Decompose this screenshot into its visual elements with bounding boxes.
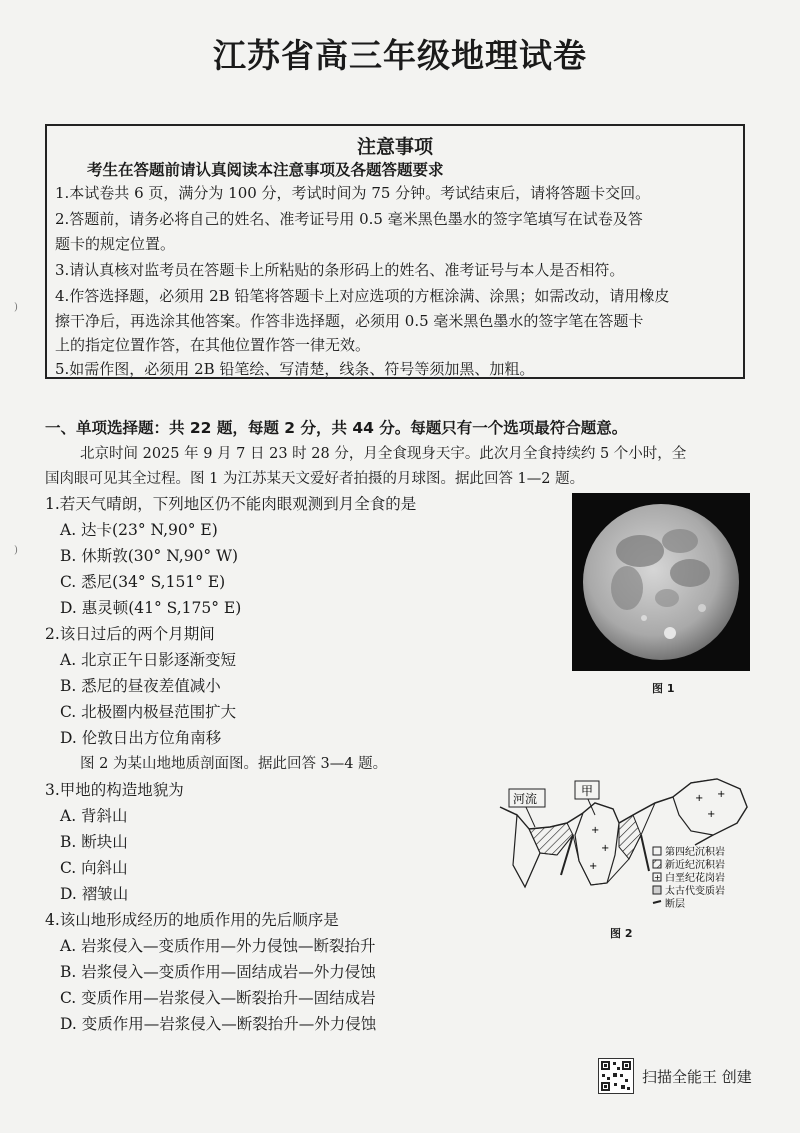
q4-option-a: A. 岩浆侵入—变质作用—外力侵蚀—断裂抬升 xyxy=(60,937,376,955)
notice-line: 题卡的规定位置。 xyxy=(55,235,176,253)
figure-1-moon-photo xyxy=(572,493,750,671)
intro-line: 北京时间 2025 年 9 月 7 日 23 时 28 分，月全食现身天宇。此次月全食持续约 5 个小时，全 xyxy=(80,446,687,462)
notice-box xyxy=(45,124,745,379)
legend-archean: 太古代变质岩 xyxy=(665,886,725,897)
notice-line: 1.本试卷共 6 页，满分为 100 分，考试时间为 75 分钟。考试结束后，请将答题卡交回。 xyxy=(55,184,651,202)
scan-mark: ) xyxy=(14,545,18,556)
q1-option-c: C. 悉尼(34° S,151° E) xyxy=(60,573,226,591)
figure-2-geologic-profile xyxy=(495,775,775,915)
page-title: 江苏省高三年级地理试卷 xyxy=(213,36,587,75)
legend-fault: 断层 xyxy=(665,899,685,910)
notice-line: 上的指定位置作答，在其他位置作答一律无效。 xyxy=(55,336,371,354)
q3-option-d: D. 褶皱山 xyxy=(60,885,129,903)
legend-quaternary: 第四纪沉积岩 xyxy=(665,847,725,858)
notice-line: 3.请认真核对监考员在答题卡上所粘贴的条形码上的姓名、准考证号与本人是否相符。 xyxy=(55,261,625,279)
scan-mark: ) xyxy=(14,302,18,313)
q4-option-c: C. 变质作用—岩浆侵入—断裂抬升—固结成岩 xyxy=(60,989,376,1007)
q4-option-d: D. 变质作用—岩浆侵入—断裂抬升—外力侵蚀 xyxy=(60,1015,377,1033)
q4-option-b: B. 岩浆侵入—变质作用—固结成岩—外力侵蚀 xyxy=(60,963,376,981)
svg-text:+: + xyxy=(589,861,598,872)
legend-cretaceous-granite: 白垩纪花岗岩 xyxy=(665,873,725,884)
q2-option-b: B. 悉尼的昼夜差值减小 xyxy=(60,677,221,695)
q2-option-a: A. 北京正午日影逐渐变短 xyxy=(60,651,237,669)
q3-option-a: A. 背斜山 xyxy=(60,807,128,825)
notice-line: 5.如需作图，必须用 2B 铅笔绘、写清楚，线条、符号等须加黑、加粗。 xyxy=(55,360,535,378)
question-4-stem: 4.该山地形成经历的地质作用的先后顺序是 xyxy=(45,911,339,929)
question-2-stem: 2.该日过后的两个月期间 xyxy=(45,625,215,643)
intro-2: 图 2 为某山地地质剖面图。据此回答 3—4 题。 xyxy=(80,756,388,772)
figure-2-caption: 图 2 xyxy=(610,927,633,940)
notice-line: 2.答题前，请务必将自己的姓名、准考证号用 0.5 毫米黑色墨水的签字笔填写在试卷及答 xyxy=(55,210,643,228)
notice-line: 4.作答选择题，必须用 2B 铅笔将答题卡上对应选项的方框涂满、涂黑；如需改动，请用橡皮 xyxy=(55,287,670,305)
svg-text:+: + xyxy=(717,789,726,800)
scanner-watermark xyxy=(598,1058,768,1098)
svg-text:+: + xyxy=(695,793,704,804)
jia-label: 甲 xyxy=(581,784,594,798)
svg-text:+: + xyxy=(707,809,716,820)
q1-option-b: B. 休斯敦(30° N,90° W) xyxy=(60,547,239,565)
q1-option-d: D. 惠灵顿(41° S,175° E) xyxy=(60,599,242,617)
svg-text:+: + xyxy=(591,825,600,836)
notice-line: 擦干净后，再选涂其他答案。作答非选择题，必须用 0.5 毫米黑色墨水的签字笔在答题卡 xyxy=(55,312,644,330)
q1-option-a: A. 达卡(23° N,90° E) xyxy=(60,521,218,539)
q3-option-b: B. 断块山 xyxy=(60,833,128,851)
question-1-stem: 1.若天气晴朗，下列地区仍不能肉眼观测到月全食的是 xyxy=(45,495,417,513)
notice-subheading: 考生在答题前请认真阅读本注意事项及各题答题要求 xyxy=(87,161,444,179)
section-heading: 一、单项选择题：共 22 题，每题 2 分，共 44 分。每题只有一个选项最符合题意。 xyxy=(45,419,628,437)
q2-option-d: D. 伦敦日出方位角南移 xyxy=(60,729,222,747)
q3-option-c: C. 向斜山 xyxy=(60,859,128,877)
figure-1-caption: 图 1 xyxy=(652,682,675,695)
qr-code-icon xyxy=(598,1058,634,1094)
intro-line: 国肉眼可见其全过程。图 1 为江苏某天文爱好者拍摄的月球图。据此回答 1—2 题。 xyxy=(45,471,585,487)
river-label: 河流 xyxy=(513,792,538,806)
legend-neogene: 新近纪沉积岩 xyxy=(665,860,725,871)
question-3-stem: 3.甲地的构造地貌为 xyxy=(45,781,184,799)
notice-heading: 注意事项 xyxy=(356,136,433,158)
scanner-watermark-text: 扫描全能王 创建 xyxy=(642,1068,752,1086)
svg-text:+: + xyxy=(601,843,610,854)
q2-option-c: C. 北极圈内极昼范围扩大 xyxy=(60,703,237,721)
svg-text:+: + xyxy=(654,873,661,882)
